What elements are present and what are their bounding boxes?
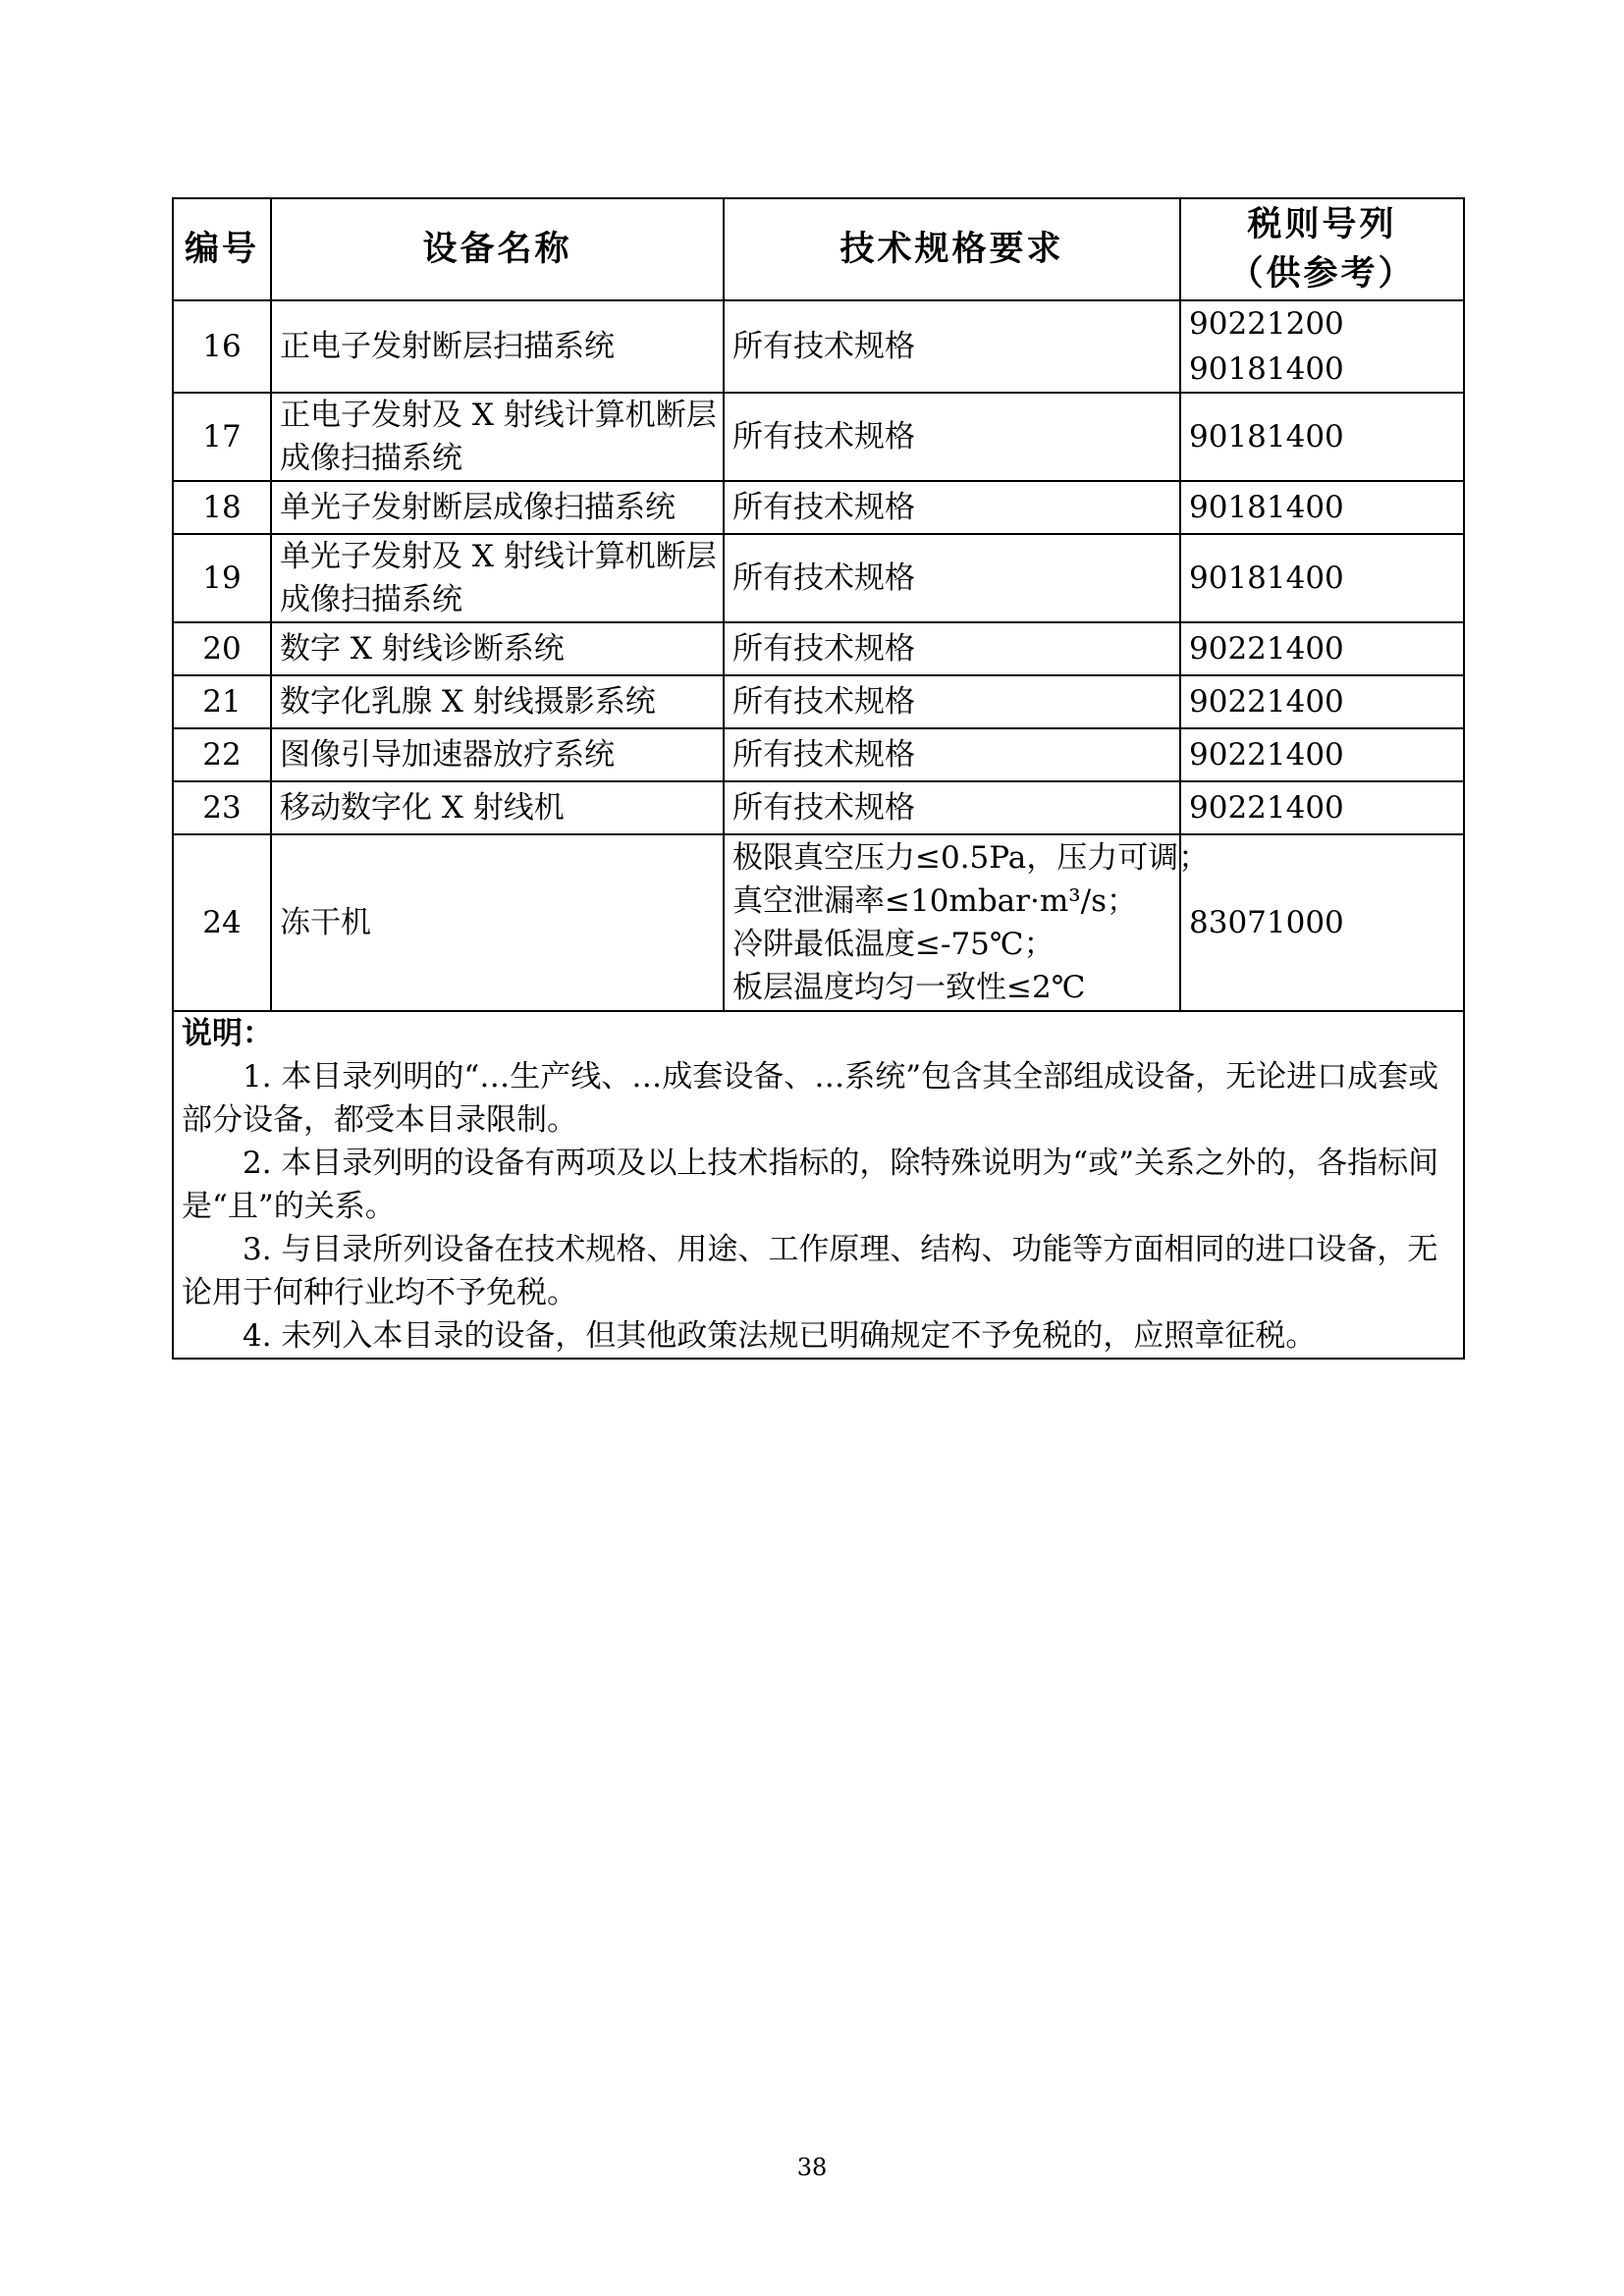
spec-line: 真空泄漏率≤10mbar·m³/s；: [732, 883, 1137, 919]
table-row: [173, 781, 1464, 834]
equipment-name-line: 成像扫描系统: [280, 582, 462, 617]
spec-line: 所有技术规格: [732, 737, 915, 773]
row-number: 18: [173, 481, 271, 534]
row-number: 17: [173, 393, 271, 481]
note-item: 2. 本目录列明的设备有两项及以上技术指标的，除特殊说明为“或”关系之外的，各指标间是“且”的关系。: [182, 1146, 1439, 1224]
note-item: 3. 与目录所列设备在技术规格、用途、工作原理、结构、功能等方面相同的进口设备，无论用于何种行业均不予免税。: [182, 1232, 1438, 1310]
equipment-name-line: 移动数字化 X 射线机: [280, 790, 565, 826]
row-number: 16: [173, 300, 271, 393]
table-row: [173, 300, 1464, 393]
technical-spec: [724, 834, 1210, 1011]
row-number: 23: [173, 781, 271, 834]
spec-line: 所有技术规格: [732, 329, 915, 364]
table-row: [173, 728, 1464, 781]
spec-line: 所有技术规格: [732, 561, 915, 596]
tariff-code: 90221400: [1180, 622, 1464, 675]
equipment-name-line: 单光子发射断层成像扫描系统: [280, 490, 676, 525]
header-name: 设备名称: [271, 198, 724, 300]
row-number: 22: [173, 728, 271, 781]
row-number: 24: [173, 834, 271, 1011]
row-number: 21: [173, 675, 271, 728]
spec-line: 所有技术规格: [732, 684, 915, 720]
technical-spec: [724, 481, 1180, 534]
page-number: 38: [796, 2154, 828, 2181]
equipment-name: [271, 481, 724, 534]
equipment-name: [271, 675, 724, 728]
equipment-name: [271, 781, 724, 834]
equipment-name-line: 数字化乳腺 X 射线摄影系统: [280, 684, 656, 720]
tariff-code: 90221400: [1180, 728, 1464, 781]
equipment-name-line: 图像引导加速器放疗系统: [280, 737, 615, 773]
table-header-row: [173, 198, 1464, 300]
header-spec: 技术规格要求: [724, 198, 1180, 300]
spec-line: 冷阱最低温度≤-75℃；: [732, 927, 1055, 962]
table-row: [173, 834, 1464, 1011]
header-code-line1: 税则号列: [1247, 204, 1397, 244]
notes-section: [173, 1011, 1464, 1359]
tariff-code: 83071000: [1180, 834, 1464, 1011]
note-item: 4. 未列入本目录的设备，但其他政策法规已明确规定不予免税的，应照章征税。: [243, 1318, 1317, 1354]
technical-spec: [724, 393, 1180, 481]
spec-line: 板层温度均匀一致性≤2℃: [732, 970, 1086, 1005]
technical-spec: [724, 781, 1180, 834]
tariff-code: 90181400: [1180, 481, 1464, 534]
technical-spec: [724, 534, 1180, 622]
notes-title: 说明：: [182, 1016, 273, 1051]
tariff-code: 90221400: [1180, 675, 1464, 728]
equipment-name-line: 正电子发射及 X 射线计算机断层: [280, 398, 717, 433]
tariff-code: 90181400: [1180, 534, 1464, 622]
spec-line: 所有技术规格: [732, 790, 915, 826]
table-row: [173, 481, 1464, 534]
spec-line: 所有技术规格: [732, 490, 915, 525]
table-row: [173, 534, 1464, 622]
note-item: 1. 本目录列明的“…生产线、…成套设备、…系统”包含其全部组成设备，无论进口成套或部分设备，都受本目录限制。: [182, 1059, 1439, 1138]
row-number: 19: [173, 534, 271, 622]
technical-spec: [724, 300, 1180, 393]
spec-line: 所有技术规格: [732, 631, 915, 667]
technical-spec: [724, 622, 1180, 675]
technical-spec: [724, 728, 1180, 781]
equipment-name-line: 单光子发射及 X 射线计算机断层: [280, 539, 717, 574]
header-no: 编号: [173, 198, 271, 300]
spec-line: 所有技术规格: [732, 419, 915, 454]
tariff-code: 90221400: [1180, 781, 1464, 834]
equipment-table: [172, 197, 1465, 1360]
equipment-name: [271, 393, 724, 481]
equipment-name-line: 冻干机: [280, 905, 371, 940]
equipment-name-line: 数字 X 射线诊断系统: [280, 631, 565, 667]
equipment-name-line: 成像扫描系统: [280, 441, 462, 476]
equipment-name: [271, 622, 724, 675]
equipment-name: [271, 300, 724, 393]
equipment-name: [271, 728, 724, 781]
table-row: [173, 622, 1464, 675]
equipment-name: [271, 834, 724, 1011]
table-row: [173, 675, 1464, 728]
technical-spec: [724, 675, 1180, 728]
equipment-name: [271, 534, 724, 622]
spec-line: 极限真空压力≤0.5Pa，压力可调；: [732, 840, 1210, 876]
header-code-line2: （供参考）: [1228, 253, 1416, 294]
notes-row: [173, 1011, 1464, 1359]
equipment-name-line: 正电子发射断层扫描系统: [280, 329, 615, 364]
header-code: [1180, 198, 1464, 300]
table-row: [173, 393, 1464, 481]
tariff-code: 90181400: [1180, 393, 1464, 481]
row-number: 20: [173, 622, 271, 675]
tariff-code: 90221200 90181400: [1180, 300, 1464, 393]
